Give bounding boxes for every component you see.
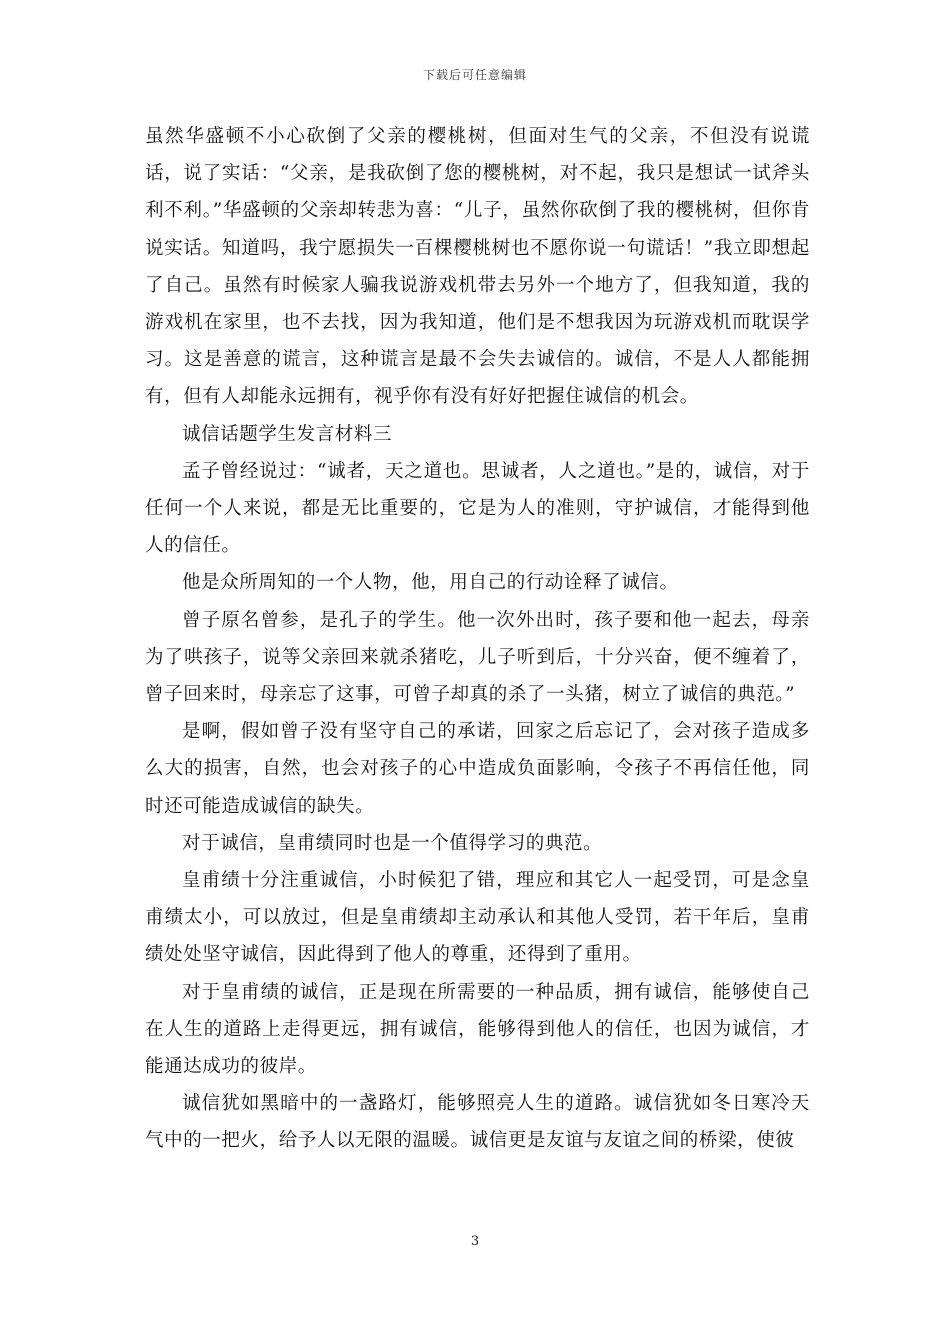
- paragraph: 对于诚信，皇甫绩同时也是一个值得学习的典范。: [182, 832, 603, 854]
- paragraph: 曾子原名曾参，是孔子的学生。他一次外出时，孩子要和他一起去，母亲为了哄孩子，说等父亲回来就杀猪吃，儿子听到后，十分兴奋，便不缠着了，曾子回来时，母亲忘了这事，可曾子却真的杀了一头猪，树立了诚信的典范。”: [145, 609, 810, 706]
- page-header: 下载后可任意编辑: [422, 68, 527, 82]
- page-number: 3: [470, 1234, 480, 1249]
- document-body: [145, 118, 810, 1160]
- paragraph: 孟子曾经说过：“诚者，天之道也。思诚者，人之道也。”是的，诚信，对于任何一个人来说，都是无比重要的，它是为人的准则，守护诚信，才能得到他人的信任。: [145, 460, 810, 557]
- paragraph: 是啊，假如曾子没有坚守自己的承诺，回家之后忘记了，会对孩子造成多么大的损害，自然，也会对孩子的心中造成负面影响，令孩子不再信任他，同时还可能造成诚信的缺失。: [145, 721, 810, 817]
- paragraph: 虽然华盛顿不小心砍倒了父亲的樱桃树，但面对生气的父亲，不但没有说谎话，说了实话：“父亲，是我砍倒了您的樱桃树，对不起，我只是想试一试斧头利不利。”华盛顿的父亲却转悲为喜：“儿子，虽然你砍倒了我的樱桃树，但你肯说实话。知道吗，我宁愿损失一百棵樱桃树也不愿你说一句谎话！”我立即想起了自己。虽然有时候家人骗我说游戏机带去另外一个地方了，但我知道，我的游戏机在家里，也不去找，因为我知道，他们是不想我因为玩游戏机而耽误学习。这是善意的谎言，这种谎言是最不会失去诚信的。诚信，不是人人都能拥有，但有人却能永远拥有，视乎你有没有好好把握住诚信的机会。: [145, 126, 810, 408]
- paragraph: 他是众所周知的一个人物，他，用自己的行动诠释了诚信。: [182, 572, 679, 594]
- paragraph: 对于皇甫绩的诚信，正是现在所需要的一种品质，拥有诚信，能够使自己在人生的道路上走得更远，拥有诚信，能够得到他人的信任，也因为诚信，才能通达成功的彼岸。: [145, 981, 810, 1078]
- section-heading: 诚信话题学生发言材料三: [182, 423, 393, 445]
- paragraph: 诚信犹如黑暗中的一盏路灯，能够照亮人生的道路。诚信犹如冬日寒冷天气中的一把火，给予人以无限的温暖。诚信更是友谊与友谊之间的桥梁，使彼: [145, 1093, 810, 1152]
- paragraph: 皇甫绩十分注重诚信，小时候犯了错，理应和其它人一起受罚，可是念皇甫绩太小，可以放过，但是皇甫绩却主动承认和其他人受罚，若干年后，皇甫绩处处坚守诚信，因此得到了他人的尊重，还得到了重用。: [145, 870, 810, 966]
